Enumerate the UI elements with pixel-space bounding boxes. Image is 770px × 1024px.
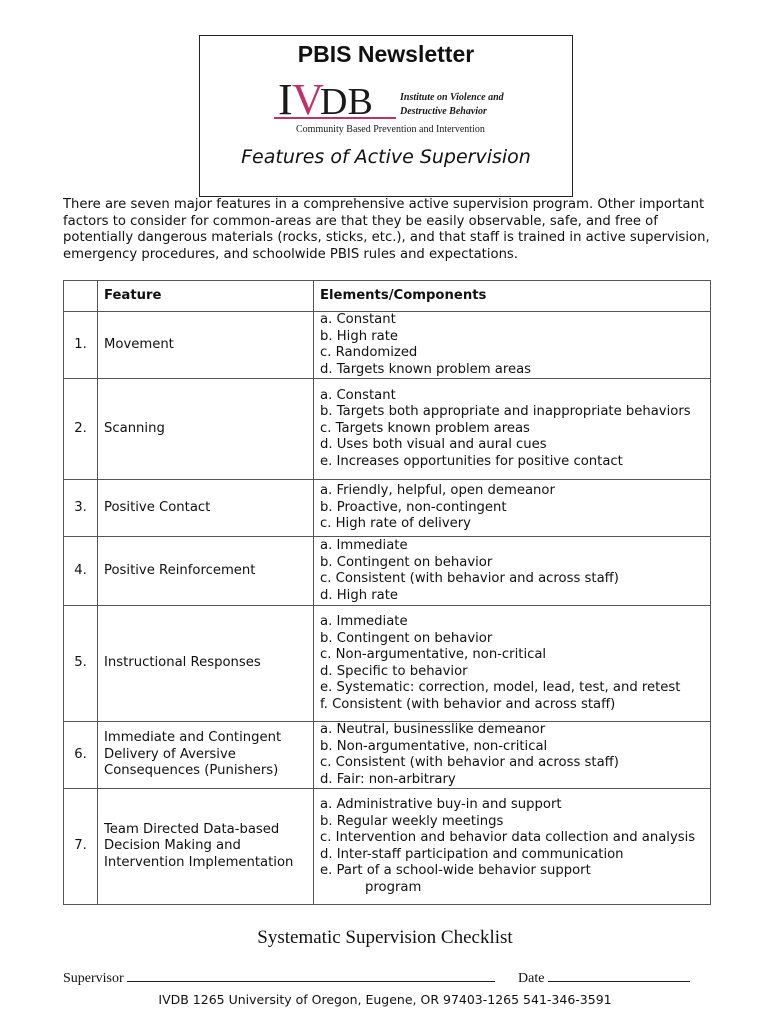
elements-cell [314,480,711,537]
row-number: 5. [64,606,98,722]
elements-cell [314,537,711,606]
element-item: c. Intervention and behavior data collection and analysis [320,830,696,845]
feature-name: Positive Reinforcement [98,537,314,606]
element-item: d. Fair: non-arbitrary [320,771,456,787]
logo-line-2: Destructive Behavior [400,106,487,117]
header-feature: Feature [98,281,314,312]
newsletter-subtitle: Features of Active Supervision [241,146,531,168]
table-row [64,312,711,379]
logo-line-1: Institute on Violence and [400,92,504,103]
element-item: b. Contingent on behavior [320,554,493,570]
feature-name: Positive Contact [98,480,314,537]
element-item: d. Inter-staff participation and communication [320,846,624,862]
features-table [63,280,711,905]
table-row [64,606,711,722]
table-row [64,789,711,905]
element-item: b. Contingent on behavior [320,630,493,646]
row-number: 7. [64,789,98,905]
feature-name: Immediate and Contingent Delivery of Aversive Consequences (Punishers) [98,722,314,789]
element-item: c. Targets known problem areas [320,420,530,436]
checklist-title: Systematic Supervision Checklist [257,927,513,948]
elements-cell [314,312,711,379]
header-num [64,281,98,312]
element-item: b. Targets both appropriate and inappropriate behaviors [320,404,691,420]
date-line[interactable] [548,969,690,982]
intro-paragraph: There are seven major features in a comprehensive active supervision program. Other important factors to consider for common-areas are that they be easily observable, safe, and free of potentially dangerous materials (rocks, sticks, etc.), and that staff is trained in active supervision, emergency procedures, and schoolwide PBIS rules and expectations. [63,197,710,262]
supervisor-label: Supervisor [63,971,124,986]
elements-cell [314,379,711,480]
footer-contact: IVDB 1265 University of Oregon, Eugene, OR 97403-1265 541-346-3591 [158,992,612,1007]
feature-name: Movement [98,312,314,379]
row-number: 6. [64,722,98,789]
element-item: a. Neutral, businesslike demeanor [320,722,546,737]
logo-line-3: Community Based Prevention and Intervention [296,124,485,135]
element-item: b. Regular weekly meetings [320,813,504,829]
element-item: a. Friendly, helpful, open demeanor [320,483,555,499]
newsletter-title: PBIS Newsletter [297,41,475,67]
element-item: c. High rate of delivery [320,516,471,532]
supervisor-signature [63,969,495,987]
elements-cell [314,606,711,722]
element-item: a. Administrative buy-in and support [320,797,562,812]
elements-cell [314,722,711,789]
element-item: d. Uses both visual and aural cues [320,437,547,453]
logo-letter-v: V [292,75,324,124]
element-item: c. Non-argumentative, non-critical [320,647,547,662]
element-item: program [365,879,422,895]
row-number: 2. [64,379,98,480]
element-item: c. Consistent (with behavior and across staff) [320,755,619,770]
element-item: c. Randomized [320,345,418,360]
table-row [64,379,711,480]
element-item: d. Specific to behavior [320,663,468,679]
element-item: b. Proactive, non-contingent [320,499,507,515]
supervisor-line[interactable] [127,969,495,982]
element-item: c. Consistent (with behavior and across staff) [320,571,619,586]
logo-letters-db: DB [320,81,373,123]
table-row [64,722,711,789]
header-elements: Elements/Components [314,281,711,312]
date-signature [518,969,690,987]
feature-name: Scanning [98,379,314,480]
element-item: f. Consistent (with behavior and across staff) [320,696,616,712]
table-row [64,480,711,537]
elements-cell [314,789,711,905]
element-item: a. Immediate [320,538,408,553]
table-row [64,537,711,606]
element-item: a. Constant [320,387,396,403]
element-item: d. Targets known problem areas [320,361,532,377]
feature-name: Team Directed Data-based Decision Making and Intervention Implementation [98,789,314,905]
element-item: a. Constant [320,312,396,327]
element-item: b. Non-argumentative, non-critical [320,738,548,754]
element-item: b. High rate [320,328,399,344]
table-header-row [64,281,711,312]
row-number: 3. [64,480,98,537]
logo-letter-i: I [278,75,293,124]
date-label: Date [518,971,545,986]
ivdb-logo [272,74,522,138]
element-item: a. Immediate [320,614,408,629]
newsletter-header-box [199,35,573,197]
row-number: 1. [64,312,98,379]
row-number: 4. [64,537,98,606]
element-item: e. Systematic: correction, model, lead, test, and retest [320,680,681,695]
element-item: e. Part of a school-wide behavior support [320,863,591,878]
feature-name: Instructional Responses [98,606,314,722]
element-item: d. High rate [320,587,399,603]
element-item: e. Increases opportunities for positive contact [320,453,623,469]
